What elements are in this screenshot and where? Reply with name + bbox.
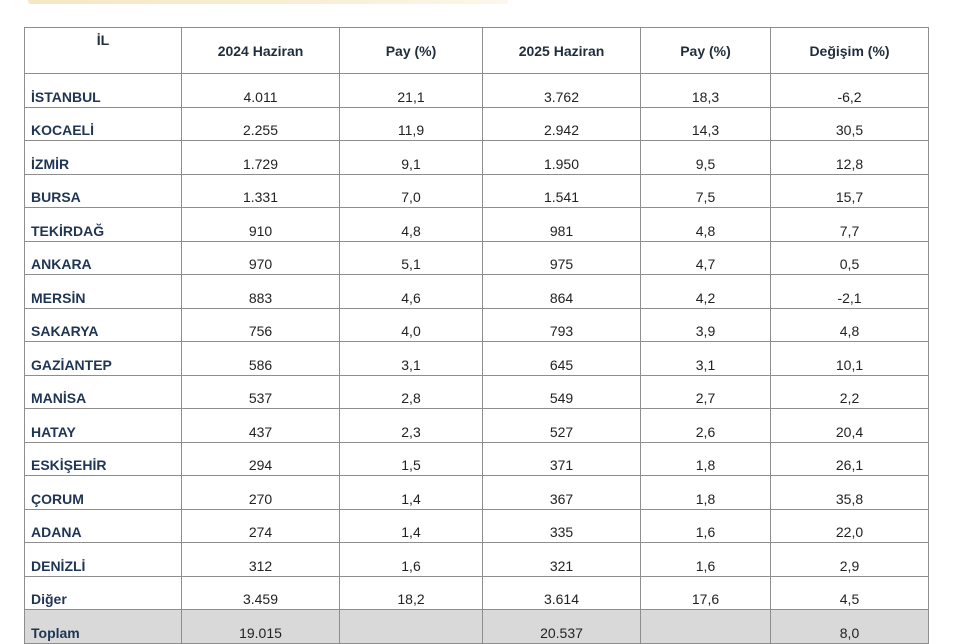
share-2025-cell: 17,6 xyxy=(641,576,771,610)
share-2025-cell: 1,8 xyxy=(641,476,771,510)
province-cell: Diğer xyxy=(25,576,182,610)
change-cell: 4,5 xyxy=(771,576,929,610)
share-2024-cell: 2,3 xyxy=(340,409,483,443)
table-row xyxy=(25,576,929,610)
share-2024-cell: 11,9 xyxy=(340,107,483,141)
province-cell: MANİSA xyxy=(25,375,182,409)
share-2024-cell: 1,4 xyxy=(340,476,483,510)
province-cell: İZMİR xyxy=(25,141,182,175)
share-2024-cell: 3,1 xyxy=(340,342,483,376)
value-2024-cell: 1.729 xyxy=(182,141,340,175)
share-2025-cell: 18,3 xyxy=(641,74,771,108)
cropped-title-banner xyxy=(28,0,508,4)
share-2024-cell: 9,1 xyxy=(340,141,483,175)
table-row xyxy=(25,509,929,543)
value-2024-cell: 883 xyxy=(182,275,340,309)
value-2025-cell: 371 xyxy=(483,442,641,476)
share-2024-cell: 18,2 xyxy=(340,576,483,610)
table-row xyxy=(25,308,929,342)
share-2025-cell: 7,5 xyxy=(641,174,771,208)
value-2025-cell: 335 xyxy=(483,509,641,543)
table-row xyxy=(25,141,929,175)
table-row xyxy=(25,74,929,108)
table-row xyxy=(25,476,929,510)
province-cell: İSTANBUL xyxy=(25,74,182,108)
share-2025-cell: 2,7 xyxy=(641,375,771,409)
total-share-2024 xyxy=(340,610,483,644)
change-cell: 20,4 xyxy=(771,409,929,443)
value-2024-cell: 1.331 xyxy=(182,174,340,208)
province-cell: SAKARYA xyxy=(25,308,182,342)
total-2025: 20.537 xyxy=(483,610,641,644)
share-2025-cell: 2,6 xyxy=(641,409,771,443)
value-2024-cell: 4.011 xyxy=(182,74,340,108)
table-row xyxy=(25,342,929,376)
value-2025-cell: 1.541 xyxy=(483,174,641,208)
table-row xyxy=(25,275,929,309)
header-2025-june: 2025 Haziran xyxy=(483,28,641,74)
change-cell: -6,2 xyxy=(771,74,929,108)
value-2025-cell: 975 xyxy=(483,241,641,275)
value-2024-cell: 910 xyxy=(182,208,340,242)
province-cell: ANKARA xyxy=(25,241,182,275)
value-2025-cell: 981 xyxy=(483,208,641,242)
share-2025-cell: 3,9 xyxy=(641,308,771,342)
table-header xyxy=(25,28,929,74)
change-cell: 26,1 xyxy=(771,442,929,476)
value-2025-cell: 793 xyxy=(483,308,641,342)
total-share-2025 xyxy=(641,610,771,644)
table-row xyxy=(25,241,929,275)
share-2025-cell: 1,8 xyxy=(641,442,771,476)
change-cell: 4,8 xyxy=(771,308,929,342)
share-2025-cell: 1,6 xyxy=(641,543,771,577)
share-2024-cell: 2,8 xyxy=(340,375,483,409)
province-cell: TEKİRDAĞ xyxy=(25,208,182,242)
share-2024-cell: 21,1 xyxy=(340,74,483,108)
value-2025-cell: 645 xyxy=(483,342,641,376)
value-2025-cell: 367 xyxy=(483,476,641,510)
share-2025-cell: 4,2 xyxy=(641,275,771,309)
share-2025-cell: 3,1 xyxy=(641,342,771,376)
table-row xyxy=(25,208,929,242)
total-row xyxy=(25,610,929,644)
share-2024-cell: 1,5 xyxy=(340,442,483,476)
header-2024-june: 2024 Haziran xyxy=(182,28,340,74)
total-2024: 19.015 xyxy=(182,610,340,644)
change-cell: 2,9 xyxy=(771,543,929,577)
province-cell: ÇORUM xyxy=(25,476,182,510)
value-2024-cell: 970 xyxy=(182,241,340,275)
change-cell: 12,8 xyxy=(771,141,929,175)
province-cell: GAZİANTEP xyxy=(25,342,182,376)
province-cell: DENİZLİ xyxy=(25,543,182,577)
province-cell: BURSA xyxy=(25,174,182,208)
share-2025-cell: 4,8 xyxy=(641,208,771,242)
share-2024-cell: 7,0 xyxy=(340,174,483,208)
value-2025-cell: 1.950 xyxy=(483,141,641,175)
table-row xyxy=(25,174,929,208)
table-footer xyxy=(25,610,929,644)
value-2025-cell: 2.942 xyxy=(483,107,641,141)
province-data-table xyxy=(24,27,929,644)
change-cell: 0,5 xyxy=(771,241,929,275)
share-2024-cell: 5,1 xyxy=(340,241,483,275)
change-cell: 15,7 xyxy=(771,174,929,208)
total-label: Toplam xyxy=(25,610,182,644)
value-2024-cell: 437 xyxy=(182,409,340,443)
share-2025-cell: 1,6 xyxy=(641,509,771,543)
value-2025-cell: 864 xyxy=(483,275,641,309)
share-2025-cell: 9,5 xyxy=(641,141,771,175)
value-2024-cell: 586 xyxy=(182,342,340,376)
header-province: İL xyxy=(25,28,182,74)
header-share-2024: Pay (%) xyxy=(340,28,483,74)
province-cell: HATAY xyxy=(25,409,182,443)
value-2025-cell: 527 xyxy=(483,409,641,443)
table-row xyxy=(25,107,929,141)
header-share-2025: Pay (%) xyxy=(641,28,771,74)
share-2024-cell: 1,6 xyxy=(340,543,483,577)
table-row xyxy=(25,409,929,443)
header-change: Değişim (%) xyxy=(771,28,929,74)
share-2024-cell: 1,4 xyxy=(340,509,483,543)
table-row xyxy=(25,442,929,476)
share-2025-cell: 4,7 xyxy=(641,241,771,275)
value-2024-cell: 270 xyxy=(182,476,340,510)
share-2025-cell: 14,3 xyxy=(641,107,771,141)
share-2024-cell: 4,8 xyxy=(340,208,483,242)
total-change: 8,0 xyxy=(771,610,929,644)
value-2024-cell: 3.459 xyxy=(182,576,340,610)
table-body xyxy=(25,74,929,610)
value-2024-cell: 2.255 xyxy=(182,107,340,141)
change-cell: 22,0 xyxy=(771,509,929,543)
change-cell: 35,8 xyxy=(771,476,929,510)
value-2024-cell: 294 xyxy=(182,442,340,476)
table-row xyxy=(25,375,929,409)
value-2025-cell: 3.614 xyxy=(483,576,641,610)
province-cell: KOCAELİ xyxy=(25,107,182,141)
header-row xyxy=(25,28,929,74)
change-cell: 30,5 xyxy=(771,107,929,141)
change-cell: -2,1 xyxy=(771,275,929,309)
province-cell: ESKİŞEHİR xyxy=(25,442,182,476)
table-row xyxy=(25,543,929,577)
change-cell: 2,2 xyxy=(771,375,929,409)
value-2025-cell: 549 xyxy=(483,375,641,409)
province-cell: MERSİN xyxy=(25,275,182,309)
province-cell: ADANA xyxy=(25,509,182,543)
change-cell: 10,1 xyxy=(771,342,929,376)
value-2024-cell: 312 xyxy=(182,543,340,577)
share-2024-cell: 4,0 xyxy=(340,308,483,342)
value-2025-cell: 321 xyxy=(483,543,641,577)
change-cell: 7,7 xyxy=(771,208,929,242)
value-2024-cell: 756 xyxy=(182,308,340,342)
share-2024-cell: 4,6 xyxy=(340,275,483,309)
value-2024-cell: 274 xyxy=(182,509,340,543)
value-2024-cell: 537 xyxy=(182,375,340,409)
value-2025-cell: 3.762 xyxy=(483,74,641,108)
